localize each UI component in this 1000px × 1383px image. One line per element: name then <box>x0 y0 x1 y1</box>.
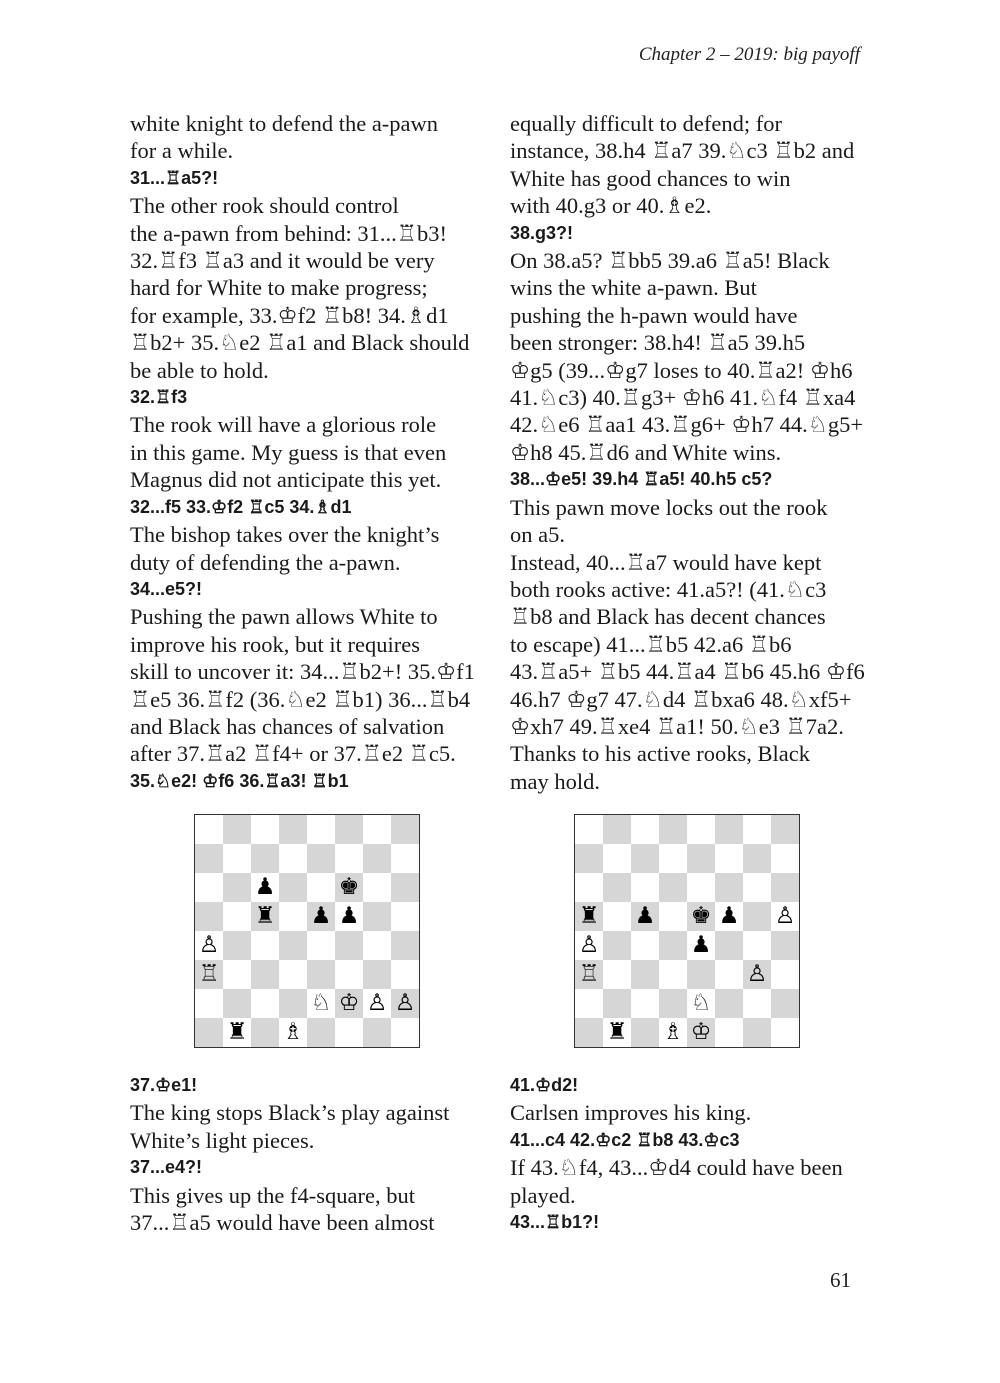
board-square <box>363 960 391 989</box>
board-square <box>687 960 715 989</box>
board-square: ♖ <box>575 960 603 989</box>
board-square <box>335 931 363 960</box>
text-line: been stronger: 38.h4! ♖a5 39.h5 <box>510 330 806 356</box>
text-line: to escape) 41...♖b5 42.a6 ♖b6 <box>510 631 792 657</box>
move-heading: 32.♖f3 <box>130 387 188 408</box>
text-line: 32.♖f3 ♖a3 and it would be very <box>130 248 435 274</box>
board-square <box>687 873 715 902</box>
board-square <box>363 873 391 902</box>
board-square <box>659 844 687 873</box>
board-square <box>715 960 743 989</box>
board-square <box>363 844 391 873</box>
text-line: ♖b8 and Black has decent chances <box>510 604 826 630</box>
board-square <box>659 815 687 844</box>
board-square <box>715 931 743 960</box>
board-square <box>391 873 419 902</box>
text-line: ♔xh7 49.♖xe4 ♖a1! 50.♘e3 ♖7a2. <box>510 713 844 739</box>
board-square <box>335 815 363 844</box>
text-line: may hold. <box>510 768 600 794</box>
board-square <box>659 902 687 931</box>
board-square <box>659 960 687 989</box>
board-square <box>279 960 307 989</box>
board-square <box>279 931 307 960</box>
board-square: ♔ <box>687 1018 715 1047</box>
board-square: ♜ <box>251 902 279 931</box>
page-number: 61 <box>830 1268 851 1292</box>
text-line: 42.♘e6 ♖aa1 43.♖g6+ ♔h7 44.♘g5+ <box>510 412 864 438</box>
text-line: equally difficult to defend; for <box>510 111 782 136</box>
board-square <box>631 815 659 844</box>
board-square <box>391 902 419 931</box>
board-square <box>631 873 659 902</box>
board-square <box>631 960 659 989</box>
board-square <box>575 989 603 1018</box>
text-line: pushing the h-pawn would have <box>510 302 798 328</box>
board-square: ♜ <box>606 1019 628 1045</box>
board-square <box>251 989 279 1018</box>
move-heading: 37...e4?! <box>130 1157 203 1178</box>
text-line: instance, 38.h4 ♖a7 39.♘c3 ♖b2 and <box>510 138 855 164</box>
board-square <box>603 815 631 844</box>
board-square <box>771 844 799 873</box>
text-line: duty of defending the a-pawn. <box>130 549 401 575</box>
text-line: ♖e5 36.♖f2 (36.♘e2 ♖b1) 36...♖b4 <box>130 686 471 712</box>
board-square <box>575 815 603 844</box>
text-line: On 38.a5? ♖bb5 39.a6 ♖a5! Black <box>510 248 830 274</box>
board-square <box>307 815 335 844</box>
board-square <box>771 931 799 960</box>
board-square <box>279 989 307 1018</box>
board-square <box>307 844 335 873</box>
text-line: white knight to defend the a-pawn <box>130 111 439 136</box>
board-square <box>743 931 771 960</box>
board-square <box>391 815 419 844</box>
text-line: Thanks to his active rooks, Black <box>510 741 810 767</box>
move-heading: 41...c4 42.♔c2 ♖b8 43.♔c3 <box>510 1129 740 1150</box>
board-square: ♗ <box>662 1019 684 1045</box>
board-square <box>715 989 743 1018</box>
text-line: If 43.♘f4, 43...♔d4 could have been <box>510 1155 843 1181</box>
board-square <box>743 873 771 902</box>
board-square <box>631 844 659 873</box>
board-square <box>279 815 307 844</box>
board-square: ♙ <box>366 990 388 1016</box>
text-line: after 37.♖a2 ♖f4+ or 37.♖e2 ♖c5. <box>130 741 456 767</box>
board-square <box>195 815 223 844</box>
text-line: Instead, 40...♖a7 would have kept <box>510 549 822 575</box>
board-square <box>603 902 631 931</box>
text-line: ♖b2+ 35.♘e2 ♖a1 and Black should <box>130 330 470 356</box>
board-square: ♔ <box>335 989 363 1018</box>
board-square <box>279 902 307 931</box>
text-line: the a-pawn from behind: 31...♖b3! <box>130 220 447 246</box>
board-square <box>251 931 279 960</box>
board-square: ♙ <box>391 989 419 1018</box>
move-heading: 41.♔d2! <box>510 1075 579 1095</box>
board-square <box>603 844 631 873</box>
move-heading: 32...f5 33.♔f2 ♖c5 34.♗d1 <box>130 496 352 517</box>
move-heading: 34...e5?! <box>130 578 203 599</box>
board-square: ♟ <box>690 932 712 958</box>
board-square: ♜ <box>226 1019 248 1045</box>
text-line: wins the white a-pawn. But <box>510 275 757 301</box>
board-square: ♙ <box>774 903 796 929</box>
board-square <box>391 931 419 960</box>
board-square <box>771 989 799 1018</box>
board-square <box>391 844 419 873</box>
text-line: be able to hold. <box>130 357 269 383</box>
board-square <box>771 960 799 989</box>
board-square <box>223 931 251 960</box>
board-square <box>307 960 335 989</box>
board-square <box>659 931 687 960</box>
board-square <box>715 1018 743 1047</box>
board-square <box>391 960 419 989</box>
board-square <box>743 815 771 844</box>
move-heading: 38...♔e5! 39.h4 ♖a5! 40.h5 c5? <box>510 469 773 490</box>
board-square <box>743 844 771 873</box>
board-square <box>195 989 223 1018</box>
board-square <box>603 989 631 1018</box>
board-square <box>363 1018 391 1047</box>
board-square <box>743 989 771 1018</box>
text-line: hard for White to make progress; <box>130 275 428 301</box>
move-heading: 37.♔e1! <box>130 1075 198 1095</box>
board-square <box>631 1018 659 1047</box>
board-square <box>195 873 223 902</box>
text-line: The other rook should control <box>130 193 399 219</box>
board-square <box>307 931 335 960</box>
board-square <box>743 1018 771 1047</box>
text-line: with 40.g3 or 40.♗e2. <box>510 193 712 219</box>
board-square <box>335 1018 363 1047</box>
board-square: ♙ <box>578 932 600 958</box>
board-square: ♟ <box>631 902 659 931</box>
text-line: for example, 33.♔f2 ♖b8! 34.♗d1 <box>130 302 449 328</box>
board-square <box>631 931 659 960</box>
move-heading: 38.g3?! <box>510 222 574 243</box>
board-square <box>279 873 307 902</box>
board-square <box>575 844 603 873</box>
text-line: This gives up the f4-square, but <box>130 1182 415 1208</box>
board-square <box>223 960 251 989</box>
board-square <box>223 989 251 1018</box>
board-square: ♚ <box>687 902 715 931</box>
text-line: White’s light pieces. <box>130 1127 315 1153</box>
text-line: both rooks active: 41.a5?! (41.♘c3 <box>510 576 827 602</box>
running-header: Chapter 2 – 2019: big payoff <box>638 44 860 65</box>
board-square <box>715 844 743 873</box>
board-square <box>603 931 631 960</box>
board-square <box>771 815 799 844</box>
chess-diagram-right <box>574 814 800 1048</box>
text-line: White has good chances to win <box>510 165 791 191</box>
board-square <box>251 1018 279 1047</box>
move-heading: 31...♖a5?! <box>130 167 219 188</box>
board-square: ♟ <box>254 874 276 900</box>
board-square: ♙ <box>743 960 771 989</box>
board-square <box>223 815 251 844</box>
board-square <box>631 989 659 1018</box>
board-square <box>195 844 223 873</box>
board-square <box>687 844 715 873</box>
text-line: Magnus did not anticipate this yet. <box>130 467 442 493</box>
board-square <box>307 873 335 902</box>
board-square <box>687 815 715 844</box>
text-line: The rook will have a glorious role <box>130 412 437 438</box>
board-square: ♟ <box>338 903 360 929</box>
board-square <box>603 960 631 989</box>
board-square <box>251 960 279 989</box>
board-square <box>223 844 251 873</box>
board-square <box>715 873 743 902</box>
left-column-lower <box>130 1072 490 1236</box>
text-line: 43.♖a5+ ♖b5 44.♖a4 ♖b6 45.h6 ♔f6 <box>510 659 865 685</box>
left-column <box>130 110 490 795</box>
right-column-lower <box>510 1072 870 1236</box>
board-square <box>223 873 251 902</box>
right-column <box>510 110 870 795</box>
board-square <box>659 873 687 902</box>
board-square <box>251 844 279 873</box>
text-line: 37...♖a5 would have been almost <box>130 1210 435 1236</box>
board-square <box>251 815 279 844</box>
board-square: ♘ <box>310 990 332 1016</box>
board-square <box>195 1018 223 1047</box>
text-line: Pushing the pawn allows White to <box>130 604 438 630</box>
board-square <box>363 931 391 960</box>
board-square: ♖ <box>195 960 223 989</box>
text-line: 41.♘c3) 40.♖g3+ ♔h6 41.♘f4 ♖xa4 <box>510 385 856 411</box>
board-square <box>575 1018 603 1047</box>
text-line: in this game. My guess is that even <box>130 439 447 465</box>
text-line: played. <box>510 1182 576 1208</box>
text-line: for a while. <box>130 138 234 164</box>
board-square <box>771 873 799 902</box>
text-line: The king stops Black’s play against <box>130 1100 450 1126</box>
board-square <box>279 844 307 873</box>
board-square <box>391 1018 419 1047</box>
board-square <box>335 960 363 989</box>
board-square <box>603 873 631 902</box>
board-square <box>195 902 223 931</box>
text-line: skill to uncover it: 34...♖b2+! 35.♔f1 <box>130 659 475 685</box>
text-line: The bishop takes over the knight’s <box>130 522 440 548</box>
board-square: ♙ <box>198 932 220 958</box>
text-line: on a5. <box>510 522 565 548</box>
board-square <box>659 989 687 1018</box>
board-square <box>307 1018 335 1047</box>
board-square <box>715 815 743 844</box>
board-square: ♟ <box>307 902 335 931</box>
move-heading: 35.♘e2! ♔f6 36.♖a3! ♖b1 <box>130 770 349 791</box>
board-square: ♟ <box>718 903 740 929</box>
text-line: ♔g5 (39...♔g7 loses to 40.♖a2! ♔h6 <box>510 357 853 383</box>
board-square <box>363 815 391 844</box>
chess-diagram-left <box>194 814 420 1048</box>
text-line: 46.h7 ♔g7 47.♘d4 ♖bxa6 48.♘xf5+ <box>510 686 852 712</box>
board-square <box>363 902 391 931</box>
board-square <box>743 902 771 931</box>
board-square <box>575 873 603 902</box>
board-square: ♜ <box>575 902 603 931</box>
board-square <box>335 844 363 873</box>
board-square: ♗ <box>282 1019 304 1045</box>
board-square: ♚ <box>335 873 363 902</box>
text-line: ♔h8 45.♖d6 and White wins. <box>510 439 782 465</box>
text-line: improve his rook, but it requires <box>130 631 420 657</box>
board-square <box>771 1018 799 1047</box>
board-square <box>223 902 251 931</box>
text-line: and Black has chances of salvation <box>130 713 445 739</box>
text-line: This pawn move locks out the rook <box>510 494 828 520</box>
text-line: Carlsen improves his king. <box>510 1100 752 1126</box>
board-square: ♘ <box>690 990 712 1016</box>
move-heading: 43...♖b1?! <box>510 1212 600 1233</box>
